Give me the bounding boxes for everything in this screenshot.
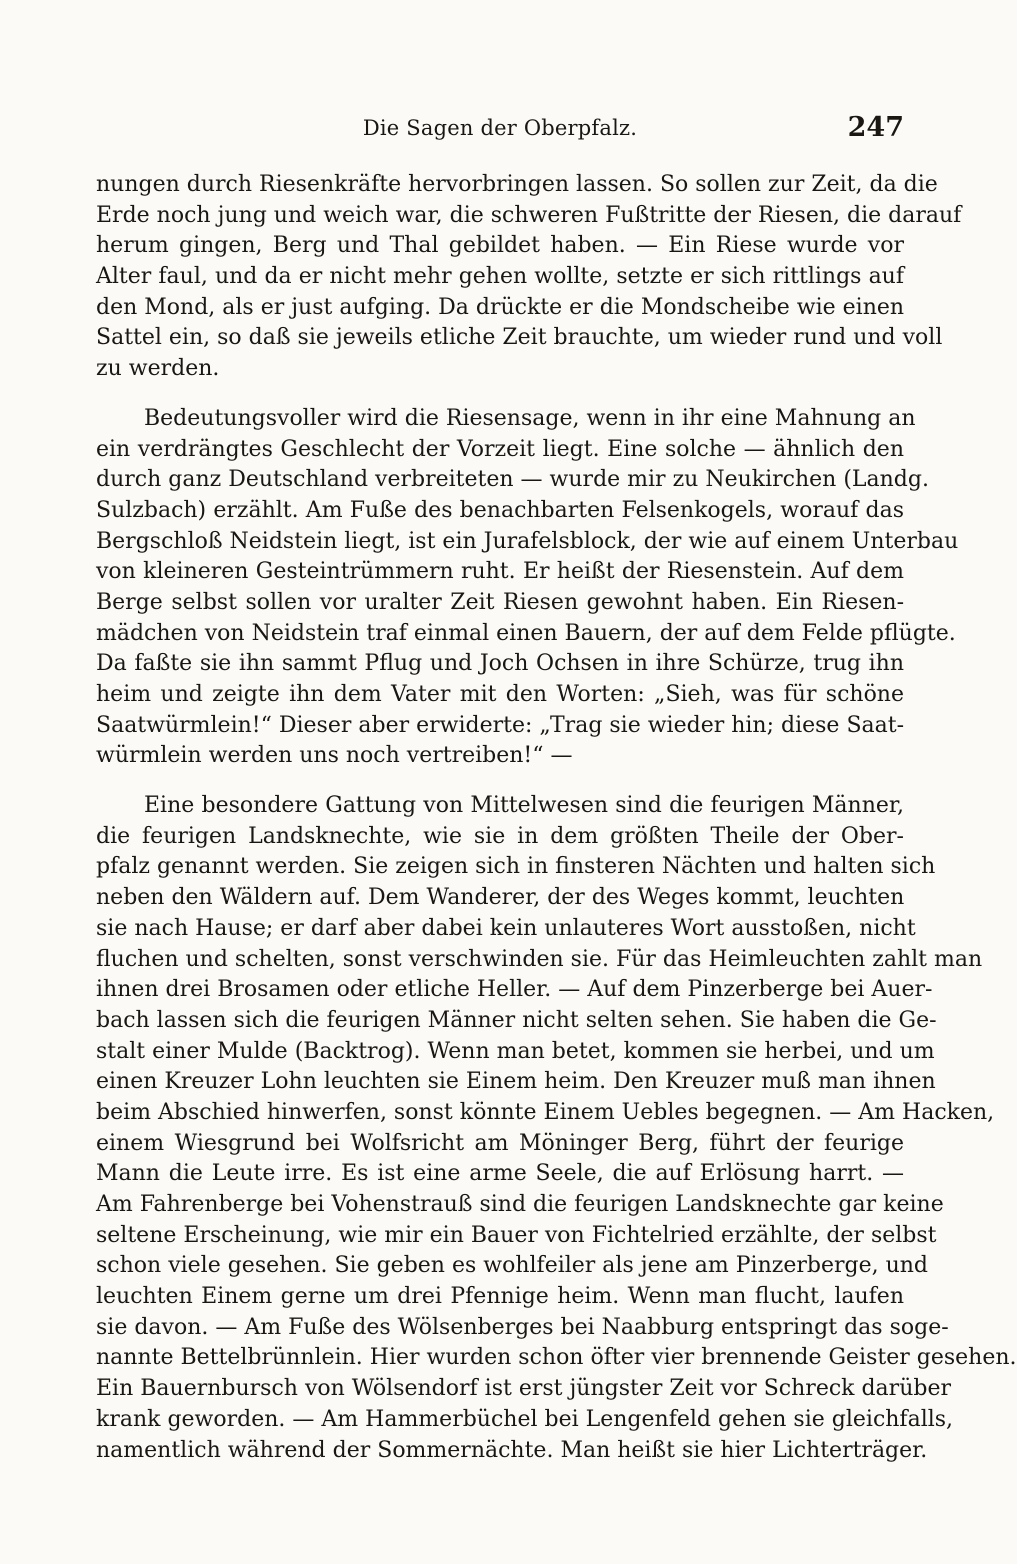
text-line: Berge selbst sollen vor uralter Zeit Riesen gewohnt haben. Ein Riesen- xyxy=(96,589,904,615)
text-line: stalt einer Mulde (Backtrog). Wenn man betet, kommen sie herbei, und um xyxy=(96,1038,935,1064)
text-line: krank geworden. — Am Hammerbüchel bei Lengenfeld gehen sie gleichfalls, xyxy=(96,1406,954,1432)
text-line: durch ganz Deutschland verbreiteten — wurde mir zu Neukirchen (Landg. xyxy=(96,467,929,493)
text-line: einem Wiesgrund bei Wolfsricht am Möninger Berg, führt der feurige xyxy=(96,1130,904,1156)
paragraph-3 xyxy=(96,791,1017,1466)
text-line: bach lassen sich die feurigen Männer nicht selten sehen. Sie haben die Ge- xyxy=(96,1007,937,1033)
text-line: von kleineren Gesteintrümmern ruht. Er heißt der Riesenstein. Auf dem xyxy=(96,559,904,585)
text-line: Saatwürmlein!“ Dieser aber erwiderte: „Trag sie wieder hin; diese Saat- xyxy=(96,712,905,738)
text-line: herum gingen, Berg und Thal gebildet haben. — Ein Riese wurde vor xyxy=(96,233,904,259)
text-line: sie nach Hause; er darf aber dabei kein unlauteres Wort ausstoßen, nicht xyxy=(96,915,916,941)
text-line: würmlein werden uns noch vertreiben!“ — xyxy=(96,743,573,769)
text-line: seltene Erscheinung, wie mir ein Bauer von Fichtelried erzählte, der selbst xyxy=(96,1222,937,1248)
text-line: Bedeutungsvoller wird die Riesensage, wenn in ihr eine Mahnung an xyxy=(144,405,916,431)
text-line: Ein Bauernbursch von Wölsendorf ist erst jüngster Zeit vor Schreck darüber xyxy=(96,1376,951,1402)
text-line: die feurigen Landsknechte, wie sie in dem größten Theile der Ober- xyxy=(96,823,904,849)
text-line: Alter faul, und da er nicht mehr gehen wollte, setzte er sich rittlings auf xyxy=(96,264,904,290)
text-line: Am Fahrenberge bei Vohenstrauß sind die feurigen Landsknechte gar keine xyxy=(96,1192,944,1217)
text-line: beim Abschied hinwerfen, sonst könnte Einem Uebles begegnen. — Am Hacken, xyxy=(96,1099,995,1125)
text-line: einen Kreuzer Lohn leuchten sie Einem heim. Den Kreuzer muß man ihnen xyxy=(96,1069,936,1095)
text-line: fluchen und schelten, sonst verschwinden sie. Für das Heimleuchten zahlt man xyxy=(96,946,983,972)
text-line: nannte Bettelbrünnlein. Hier wurden schon öfter vier brennende Geister gesehen. xyxy=(96,1345,1017,1371)
text-line: Erde noch jung und weich war, die schweren Fußtritte der Riesen, die darauf xyxy=(96,202,962,228)
text-line: ihnen drei Brosamen oder etliche Heller. — Auf dem Pinzerberge bei Auer- xyxy=(96,977,933,1003)
page-header xyxy=(96,112,904,148)
text-line: namentlich während der Sommernächte. Man heißt sie hier Lichterträger. xyxy=(96,1437,928,1463)
text-line: Bergschloß Neidstein liegt, ist ein Jurafelsblock, der wie auf einem Unterbau xyxy=(96,528,959,554)
text-line: Sattel ein, so daß sie jeweils etliche Zeit brauchte, um wieder rund und voll xyxy=(96,325,943,351)
text-line: nungen durch Riesenkräfte hervorbringen lassen. So sollen zur Zeit, da die xyxy=(96,172,938,197)
paragraph-1 xyxy=(96,170,962,385)
text-line: heim und zeigte ihn dem Vater mit den Worten: „Sieh, was für schöne xyxy=(96,682,904,707)
text-line: zu werden. xyxy=(96,356,220,382)
page-body xyxy=(96,170,1017,1485)
text-line: ein verdrängtes Geschlecht der Vorzeit liegt. Eine solche — ähnlich den xyxy=(96,436,904,462)
text-line: schon viele gesehen. Sie geben es wohlfeiler als jene am Pinzerberge, und xyxy=(96,1253,929,1279)
text-line: den Mond, als er just aufging. Da drückte er die Mondscheibe wie einen xyxy=(96,294,905,320)
text-line: mädchen von Neidstein traf einmal einen Bauern, der auf dem Felde pflügte. xyxy=(96,620,956,646)
text-line: Eine besondere Gattung von Mittelwesen sind die feurigen Männer, xyxy=(144,793,904,819)
text-line: Da faßte sie ihn sammt Pflug und Joch Ochsen in ihre Schürze, trug ihn xyxy=(96,651,904,677)
text-line: sie davon. — Am Fuße des Wölsenberges bei Naabburg entspringt das soge- xyxy=(96,1314,949,1340)
paragraph-2 xyxy=(96,404,959,772)
text-line: Mann die Leute irre. Es ist eine arme Seele, die auf Erlösung harrt. — xyxy=(96,1161,904,1187)
text-line: neben den Wäldern auf. Dem Wanderer, der des Weges kommt, leuchten xyxy=(96,885,905,911)
text-line: Sulzbach) erzählt. Am Fuße des benachbarten Felsenkogels, worauf das xyxy=(96,497,904,523)
page-number: 247 xyxy=(847,112,904,143)
text-line: leuchten Einem gerne um drei Pfennige heim. Wenn man flucht, laufen xyxy=(96,1284,904,1310)
running-head: Die Sagen der Oberpfalz. xyxy=(362,116,638,140)
text-line: pfalz genannt werden. Sie zeigen sich in finsteren Nächten und halten sich xyxy=(96,854,936,880)
